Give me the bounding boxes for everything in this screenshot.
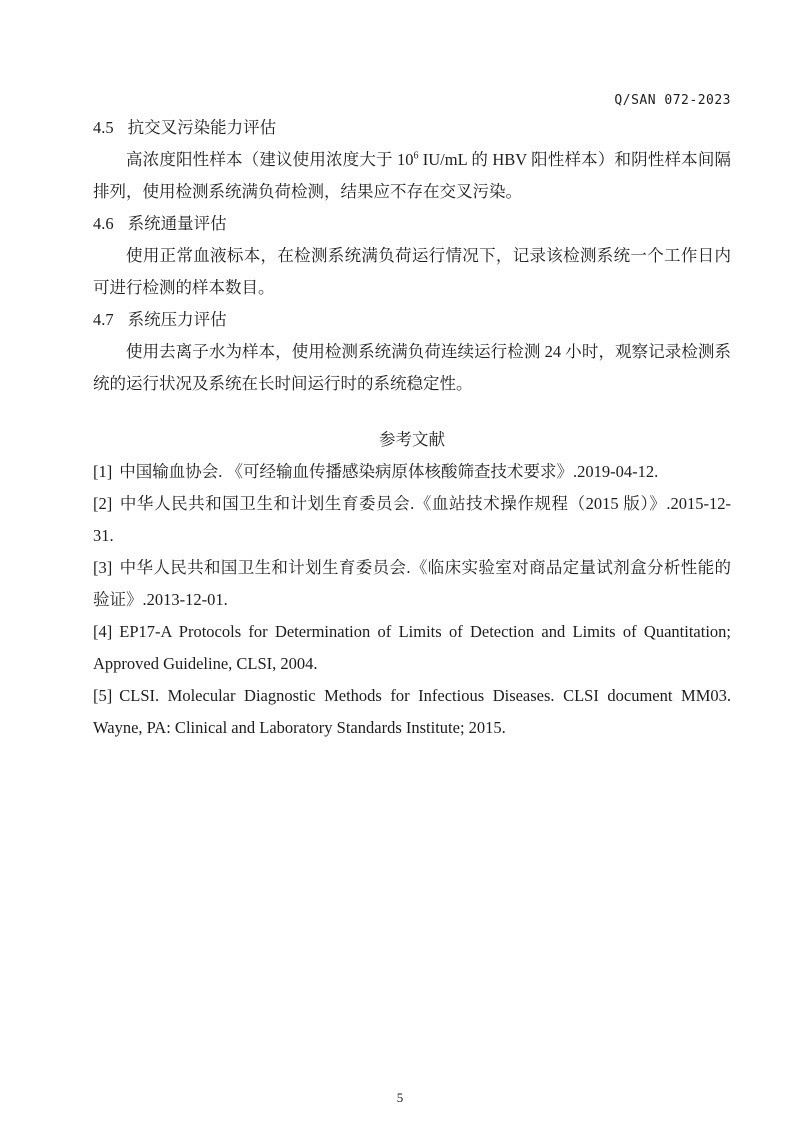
section-paragraph-4-6 <box>93 240 731 304</box>
paragraph-text: 高浓度阳性样本（建议使用浓度大于 10 <box>126 150 414 169</box>
section-number: 4.7 <box>93 310 114 329</box>
doc-number-header <box>614 93 731 108</box>
section-title: 抗交叉污染能力评估 <box>127 118 277 137</box>
document-body <box>93 112 731 744</box>
doc-number: Q/SAN 072-2023 <box>614 93 731 108</box>
reference-item-3 <box>93 552 731 616</box>
section-title: 系统压力评估 <box>127 310 227 329</box>
section-title: 系统通量评估 <box>127 214 227 233</box>
reference-marker: [4] <box>93 622 113 641</box>
paragraph-text: 使用去离子水为样本，使用检测系统满负荷连续运行检测 24 小时，观察记录检测系统的运行状况及系统在长时间运行时的系统稳定性。 <box>93 342 731 393</box>
section-number: 4.6 <box>93 214 114 233</box>
section-heading-4-7 <box>93 304 731 336</box>
reference-item-4 <box>93 616 731 680</box>
paragraph-text: IU/mL 的 HBV 阳性样本）和阴性样本间隔排列，使用检测系统满负荷检测，结果应不存在交叉污染。 <box>93 150 732 201</box>
section-paragraph-4-5 <box>93 144 731 208</box>
reference-marker: [2] <box>93 494 113 513</box>
section-heading-4-6 <box>93 208 731 240</box>
references-heading: 参考文献 <box>379 430 445 449</box>
reference-text: 中国输血协会. 《可经输血传播感染病原体核酸筛查技术要求》.2019-04-12. <box>119 462 659 481</box>
page-number: 5 <box>396 1090 404 1105</box>
reference-marker: [3] <box>93 558 113 577</box>
paragraph-text: 使用正常血液标本，在检测系统满负荷运行情况下，记录该检测系统一个工作日内可进行检测的样本数目。 <box>93 246 731 297</box>
section-paragraph-4-7 <box>93 336 731 400</box>
reference-marker: [1] <box>93 462 113 481</box>
reference-item-2 <box>93 488 731 552</box>
reference-item-5 <box>93 680 731 744</box>
reference-text: EP17-A Protocols for Determination of Limits of Detection and Limits of Quantitation; Approved Guideline, CLSI, 2004. <box>93 622 731 673</box>
reference-text: 中华人民共和国卫生和计划生育委员会.《血站技术操作规程（2015 版）》.2015-12-31. <box>93 494 731 545</box>
page-footer <box>0 1090 800 1106</box>
reference-marker: [5] <box>93 686 113 705</box>
reference-text: CLSI. Molecular Diagnostic Methods for Infectious Diseases. CLSI document MM03. Wayne, PA: Clinical and Laboratory Standards Institute; 2015. <box>93 686 731 737</box>
section-heading-4-5 <box>93 112 731 144</box>
reference-text: 中华人民共和国卫生和计划生育委员会.《临床实验室对商品定量试剂盒分析性能的验证》.2013-12-01. <box>93 558 731 609</box>
reference-item-1 <box>93 456 731 488</box>
section-number: 4.5 <box>93 118 114 137</box>
superscript-exponent: 6 <box>413 150 419 162</box>
